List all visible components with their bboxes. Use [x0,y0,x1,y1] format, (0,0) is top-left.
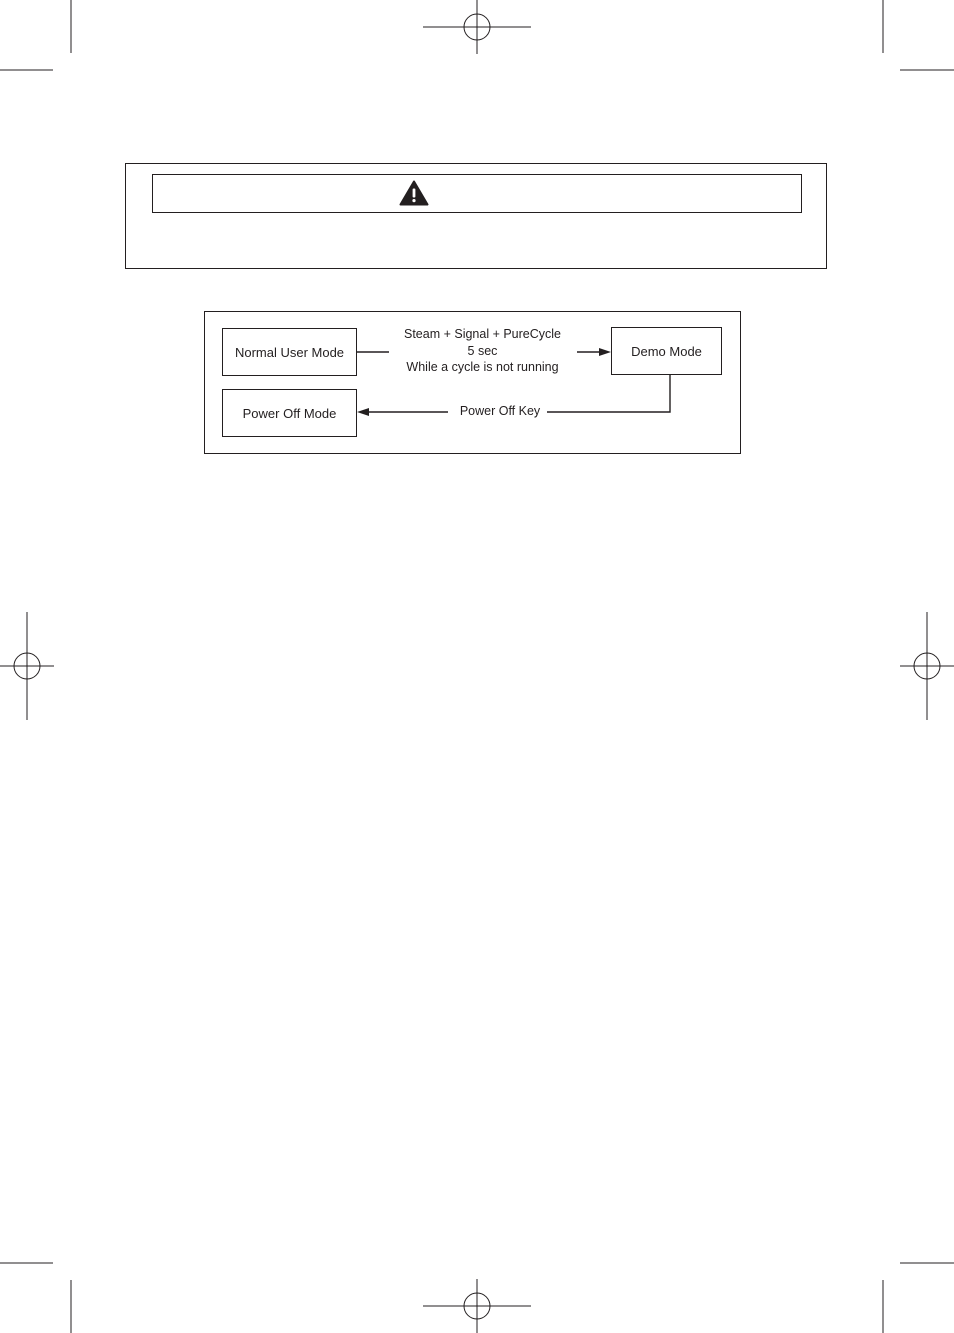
transition-line-condition: While a cycle is not running [406,360,559,374]
node-demo-label: Demo Mode [631,343,702,359]
arrowhead-left-icon [357,408,369,416]
mode-diagram [204,311,741,454]
transition-label-to-demo [400,326,565,376]
warning-triangle-icon [399,180,429,206]
warning-box [125,163,827,269]
transition-line-keys: Steam + Signal + PureCycle [403,327,562,341]
node-power-off-label: Power Off Mode [242,405,337,421]
node-normal-user-mode [222,328,357,376]
transition-line-duration: 5 sec [467,343,498,358]
node-normal-label: Normal User Mode [234,344,345,360]
transition-label-to-power-off: Power Off Key [453,403,547,420]
node-power-off-mode [222,389,357,437]
connector-demo-down [547,375,670,412]
arrowhead-right-icon [599,348,611,356]
node-demo-mode [611,327,722,375]
warning-header [152,174,802,213]
